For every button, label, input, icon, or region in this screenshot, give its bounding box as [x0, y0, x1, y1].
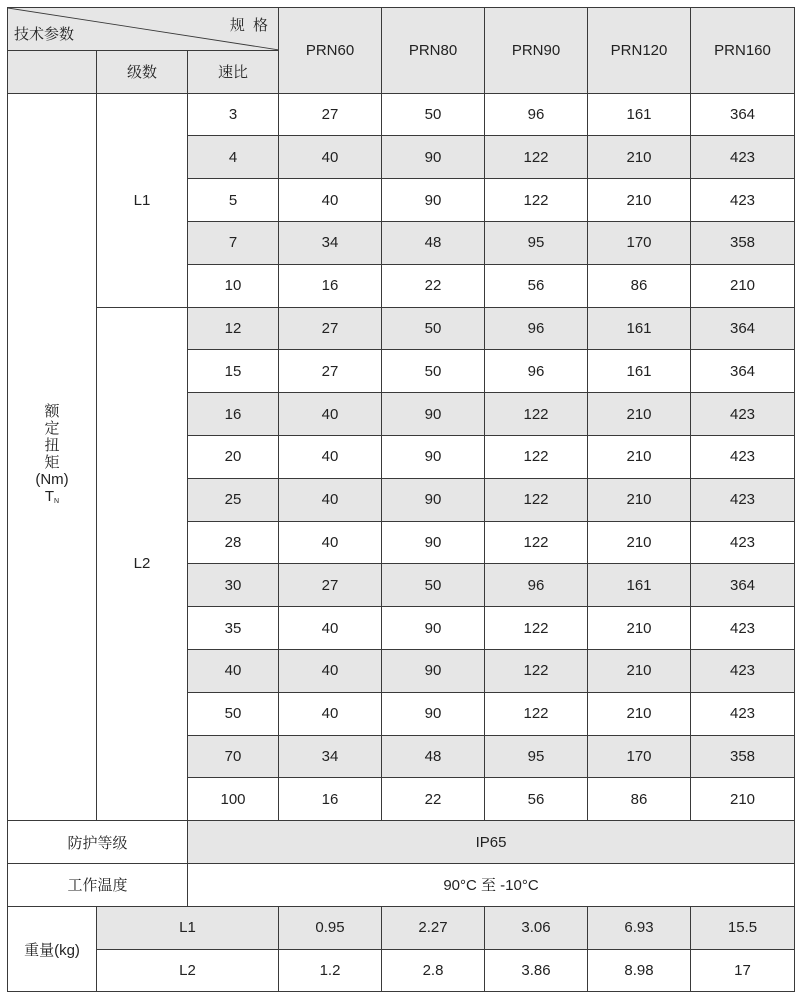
model-header-prn120: PRN120	[588, 8, 691, 94]
torque-cell: 50	[382, 93, 485, 136]
rated-torque-label	[8, 93, 97, 821]
torque-cell: 364	[691, 93, 795, 136]
ratio-cell: 4	[188, 136, 279, 179]
ratio-cell: 50	[188, 692, 279, 735]
torque-cell: 95	[485, 735, 588, 778]
torque-cell: 364	[691, 350, 795, 393]
torque-cell: 423	[691, 607, 795, 650]
stage-cell: L2	[97, 307, 188, 821]
torque-cell: 22	[382, 778, 485, 821]
torque-row	[8, 307, 795, 350]
torque-cell: 56	[485, 778, 588, 821]
protection-row	[8, 821, 795, 864]
weight-cell: 15.5	[691, 906, 795, 949]
torque-cell: 423	[691, 179, 795, 222]
torque-cell: 122	[485, 393, 588, 436]
torque-cell: 423	[691, 435, 795, 478]
torque-cell: 40	[279, 521, 382, 564]
torque-cell: 16	[279, 778, 382, 821]
torque-cell: 210	[588, 692, 691, 735]
weight-cell: 6.93	[588, 906, 691, 949]
weight-cell: 0.95	[279, 906, 382, 949]
torque-cell: 27	[279, 350, 382, 393]
torque-cell: 170	[588, 735, 691, 778]
torque-cell: 40	[279, 435, 382, 478]
torque-cell: 364	[691, 564, 795, 607]
torque-cell: 210	[691, 778, 795, 821]
torque-cell: 358	[691, 221, 795, 264]
torque-cell: 40	[279, 607, 382, 650]
ratio-cell: 12	[188, 307, 279, 350]
torque-cell: 96	[485, 93, 588, 136]
torque-cell: 423	[691, 478, 795, 521]
ratio-header: 速比	[188, 50, 279, 93]
torque-cell: 210	[588, 393, 691, 436]
torque-cell: 122	[485, 607, 588, 650]
torque-cell: 210	[588, 521, 691, 564]
torque-cell: 56	[485, 264, 588, 307]
weight-cell: 1.2	[279, 949, 382, 992]
torque-cell: 96	[485, 307, 588, 350]
ratio-cell: 35	[188, 607, 279, 650]
torque-row	[8, 93, 795, 136]
torque-cell: 161	[588, 307, 691, 350]
rated-torque-char: 额	[44, 403, 60, 421]
torque-cell: 210	[588, 478, 691, 521]
ratio-cell: 40	[188, 649, 279, 692]
protection-value: IP65	[188, 821, 795, 864]
torque-cell: 90	[382, 179, 485, 222]
ratio-cell: 3	[188, 93, 279, 136]
torque-cell: 210	[691, 264, 795, 307]
rated-torque-char: 矩	[44, 454, 60, 472]
torque-cell: 16	[279, 264, 382, 307]
weight-stage-cell: L2	[97, 949, 279, 992]
torque-cell: 27	[279, 564, 382, 607]
torque-unit: (Nm)	[35, 471, 69, 489]
torque-cell: 210	[588, 649, 691, 692]
ratio-cell: 30	[188, 564, 279, 607]
torque-cell: 40	[279, 136, 382, 179]
protection-label: 防护等级	[8, 821, 188, 864]
torque-cell: 90	[382, 136, 485, 179]
torque-cell: 90	[382, 692, 485, 735]
model-header-prn90: PRN90	[485, 8, 588, 94]
torque-cell: 34	[279, 221, 382, 264]
torque-symbol-letter: T	[44, 488, 55, 506]
weight-cell: 2.8	[382, 949, 485, 992]
torque-cell: 90	[382, 607, 485, 650]
torque-cell: 90	[382, 393, 485, 436]
model-header-prn160: PRN160	[691, 8, 795, 94]
model-header-prn60: PRN60	[279, 8, 382, 94]
spec-label: 规 格	[229, 17, 271, 34]
torque-symbol	[8, 488, 96, 510]
weight-cell: 3.86	[485, 949, 588, 992]
torque-cell: 122	[485, 136, 588, 179]
ratio-cell: 5	[188, 179, 279, 222]
torque-cell: 122	[485, 692, 588, 735]
spec-table	[7, 7, 795, 992]
torque-cell: 423	[691, 692, 795, 735]
torque-cell: 90	[382, 478, 485, 521]
torque-cell: 50	[382, 307, 485, 350]
stage-cell: L1	[97, 93, 188, 307]
torque-cell: 90	[382, 649, 485, 692]
weight-cell: 8.98	[588, 949, 691, 992]
torque-cell: 40	[279, 692, 382, 735]
torque-cell: 364	[691, 307, 795, 350]
stage-header: 级数	[97, 50, 188, 93]
torque-cell: 27	[279, 307, 382, 350]
torque-cell: 50	[382, 350, 485, 393]
torque-cell: 96	[485, 350, 588, 393]
weight-cell: 3.06	[485, 906, 588, 949]
torque-cell: 423	[691, 649, 795, 692]
temperature-row	[8, 863, 795, 906]
weight-cell: 2.27	[382, 906, 485, 949]
ratio-cell: 100	[188, 778, 279, 821]
tech-params-label: 技术参数	[14, 25, 75, 43]
weight-label: 重量(kg)	[8, 906, 97, 992]
temperature-value: 90°C 至 -10°C	[188, 863, 795, 906]
torque-cell: 161	[588, 93, 691, 136]
torque-cell: 86	[588, 264, 691, 307]
weight-row	[8, 906, 795, 949]
rated-torque-char: 定	[44, 420, 60, 438]
ratio-cell: 7	[188, 221, 279, 264]
rated-torque-char: 扭	[44, 437, 60, 455]
torque-cell: 170	[588, 221, 691, 264]
torque-cell: 423	[691, 521, 795, 564]
torque-cell: 40	[279, 393, 382, 436]
torque-cell: 48	[382, 221, 485, 264]
torque-cell: 90	[382, 435, 485, 478]
ratio-cell: 25	[188, 478, 279, 521]
torque-cell: 161	[588, 350, 691, 393]
ratio-cell: 10	[188, 264, 279, 307]
ratio-cell: 15	[188, 350, 279, 393]
torque-cell: 40	[279, 478, 382, 521]
torque-cell: 90	[382, 521, 485, 564]
model-header-prn80: PRN80	[382, 8, 485, 94]
torque-cell: 34	[279, 735, 382, 778]
torque-cell: 86	[588, 778, 691, 821]
torque-cell: 358	[691, 735, 795, 778]
torque-cell: 210	[588, 179, 691, 222]
torque-cell: 95	[485, 221, 588, 264]
ratio-cell: 16	[188, 393, 279, 436]
temperature-label: 工作温度	[8, 863, 188, 906]
torque-cell: 40	[279, 179, 382, 222]
torque-cell: 210	[588, 607, 691, 650]
torque-cell: 96	[485, 564, 588, 607]
torque-cell: 50	[382, 564, 485, 607]
torque-cell: 161	[588, 564, 691, 607]
weight-row	[8, 949, 795, 992]
torque-cell: 122	[485, 521, 588, 564]
torque-cell: 40	[279, 649, 382, 692]
footer-section	[8, 821, 795, 992]
torque-cell: 122	[485, 179, 588, 222]
torque-symbol-subscript: N	[54, 498, 60, 506]
blank-header-cell	[8, 50, 97, 93]
torque-cell: 122	[485, 649, 588, 692]
torque-cell: 210	[588, 435, 691, 478]
torque-section	[8, 93, 795, 821]
torque-cell: 423	[691, 393, 795, 436]
weight-stage-cell: L1	[97, 906, 279, 949]
torque-cell: 122	[485, 478, 588, 521]
torque-cell: 22	[382, 264, 485, 307]
header-corner-cell	[8, 8, 279, 51]
weight-cell: 17	[691, 949, 795, 992]
ratio-cell: 28	[188, 521, 279, 564]
ratio-cell: 20	[188, 435, 279, 478]
ratio-cell: 70	[188, 735, 279, 778]
torque-cell: 423	[691, 136, 795, 179]
torque-cell: 122	[485, 435, 588, 478]
torque-cell: 27	[279, 93, 382, 136]
torque-cell: 48	[382, 735, 485, 778]
torque-cell: 210	[588, 136, 691, 179]
